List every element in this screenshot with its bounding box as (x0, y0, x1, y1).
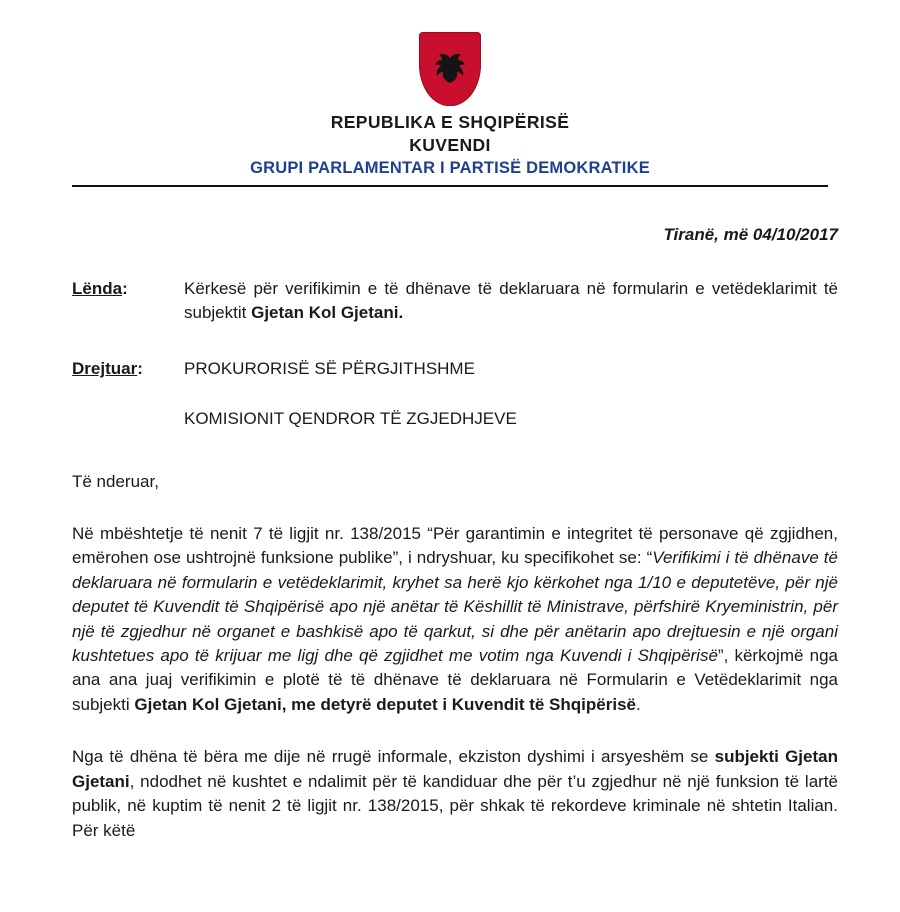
subject-label (72, 277, 184, 325)
addressee-label (72, 357, 184, 381)
paragraph-2-continuation: , ndodhet në kushtet e ndalimit për të kandiduar dhe për t’u zgjedhur në një funksion të lartë publik, në kuptim të nenit 2 të ligjit nr. 138/2015, për shkak të rekordeve kriminale në shtetin Italian. Për këtë (72, 771, 838, 840)
paragraph-1-quote: Verifikimi i të dhënave të deklaruara në formularin e vetëdeklarimit, kryhet sa herë kjo kërkohet nga 1/10 e deputetëve, për një deputet të Kuvendit të Shqipërisë apo një anëtar të Këshillit të Ministrave, përfshirë Kryeministrin, për një të zgjedhur në organet e bashkisë apo të qarkut, si dhe për anëtarin apo drejtuesin e një organi kushtetues apo të krijuar me ligj dhe që zgjidhet me votim nga Kuvendi i Shqipërisë (72, 548, 838, 665)
subject-row (72, 277, 838, 325)
date-line: Tiranë, më 04/10/2017 (663, 225, 838, 244)
org-name-line-1: REPUBLIKA E SHQIPËRISË (330, 112, 570, 132)
subject-label-text: Lënda (72, 279, 123, 298)
subject-value (184, 277, 838, 325)
letterhead (0, 0, 900, 187)
addressee-value-1: PROKURORISË SË PËRGJITHSHME (184, 359, 475, 379)
coat-of-arms-icon (419, 32, 481, 106)
paragraph-1 (72, 522, 838, 718)
subject-name: Gjetan Kol Gjetani. (251, 303, 404, 323)
double-headed-eagle-icon (419, 32, 481, 106)
subject-label-colon: : (122, 279, 128, 298)
org-name-line-3: GRUPI PARLAMENTAR I PARTISË DEMOKRATIKE (250, 159, 650, 177)
addressee-label-text: Drejtuar (72, 359, 138, 379)
addressee-value-2: KOMISIONIT QENDROR TË ZGJEDHJEVE (184, 409, 517, 429)
paragraph-1-end: . (635, 694, 641, 714)
addressee-row (72, 357, 838, 381)
paragraph-1-continuation: ”, kërkojmë nga ana ana juaj verifikimin e plotë të të dhënave të deklaruara në Formularin e Vetëdeklarimit nga subjekti (72, 645, 838, 714)
paragraph-1-subject-name: Gjetan Kol Gjetani, me detyrë deputet i Kuvendit të Shqipërisë (134, 694, 636, 714)
org-name-line-2: KUVENDI (409, 135, 491, 155)
salutation: Të nderuar, (72, 471, 159, 491)
header-divider (72, 185, 828, 187)
paragraph-2 (72, 745, 838, 843)
paragraph-2-subject-name: subjekti Gjetan Gjetani (72, 747, 838, 791)
document-body (72, 277, 838, 843)
paragraph-1-intro: Në mbështetje të nenit 7 të ligjit nr. 138/2015 “Për garantimin e integritet të personave që zgjidhen, emërohen ose ushtrojnë funksione publike”, i ndryshuar, ku specifikohet se: “ (72, 523, 838, 568)
subject-text: Kërkesë për verifikimin e të dhënave të deklaruara në formularin e vetëdeklarimit të subjektit (184, 279, 838, 323)
paragraph-2-intro: Nga të dhëna të bëra me dije në rrugë informale, ekziston dyshimi i arsyeshëm se (72, 747, 715, 767)
addressee-label-colon: : (137, 359, 143, 379)
